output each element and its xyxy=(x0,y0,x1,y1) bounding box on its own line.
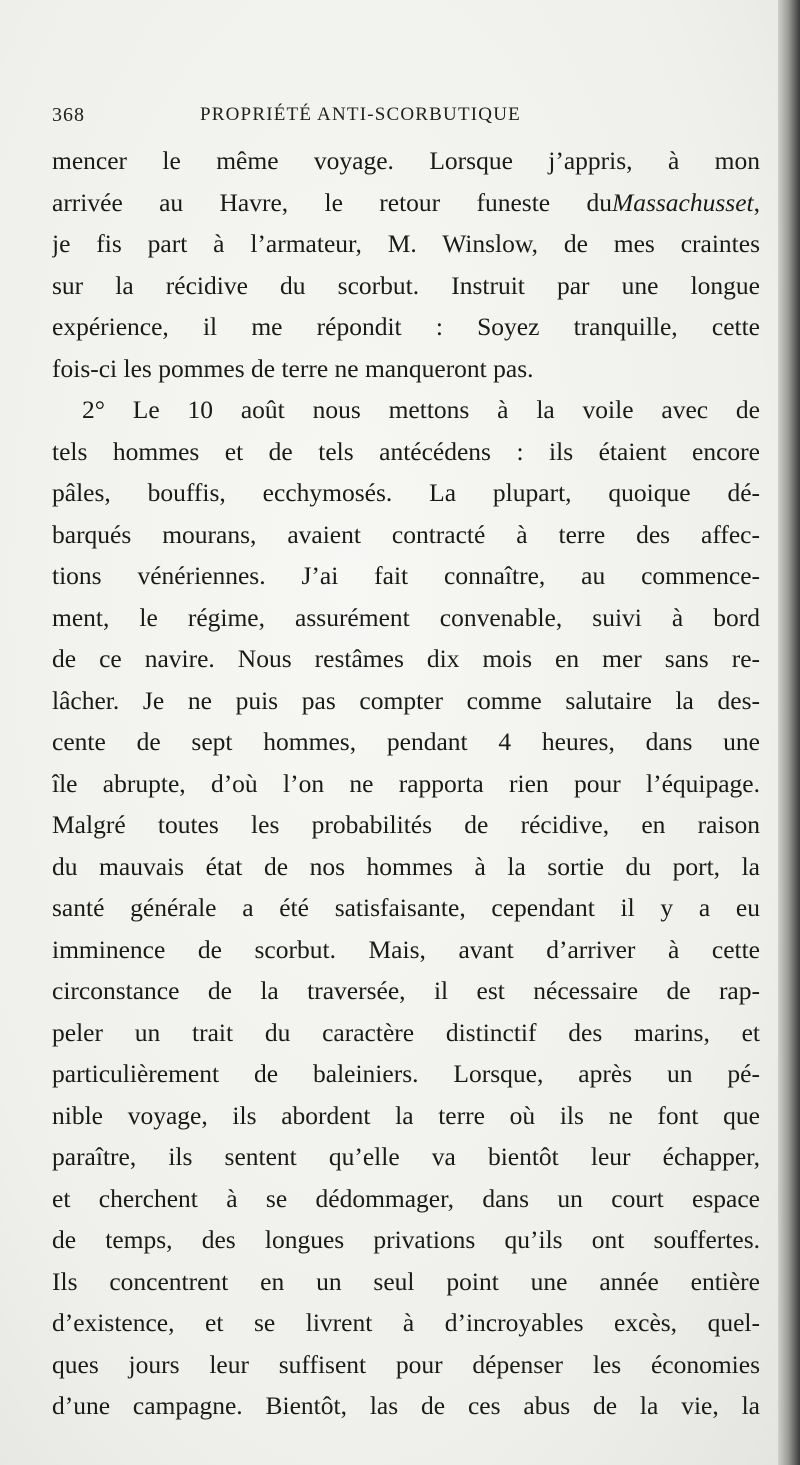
text-line: peler un trait du caractère distinctif des marins, et xyxy=(52,1017,760,1047)
text-segment: , xyxy=(753,187,760,217)
text-line: tions vénériennes. J’ai fait connaître, au commence- xyxy=(52,561,760,590)
text-line: d’une campagne. Bientôt, las de ces abus de la vie, la xyxy=(52,1391,760,1420)
text-line: ques jours leur suffisent pour dépenser les économies xyxy=(52,1349,760,1379)
page-number: 368 xyxy=(52,104,85,126)
text-line: circonstance de la traversée, il est nécessaire de rap- xyxy=(52,976,760,1005)
text-line: paraître, ils sentent qu’elle va bientôt leur échapper, xyxy=(52,1142,760,1171)
text-segment: arrivée au Havre, le retour funeste du xyxy=(52,187,612,217)
text-line: cente de sept hommes, pendant 4 heures, dans une xyxy=(52,727,760,756)
text-line: barqués mourans, avaient contracté à terre des affec- xyxy=(52,519,760,549)
page-header xyxy=(52,100,752,134)
text-line: sur la récidive du scorbut. Instruit par une longue xyxy=(52,270,760,300)
text-line: de ce navire. Nous restâmes dix mois en mer sans re- xyxy=(52,644,760,673)
text-line: ment, le régime, assurément convenable, suivi à bord xyxy=(52,602,760,632)
paragraph-start-line: 2° Le 10 août nous mettons à la voile avec de xyxy=(82,395,760,424)
text-line xyxy=(52,182,760,224)
text-line: île abrupte, d’où l’on ne rapporta rien pour l’équipage. xyxy=(52,768,760,798)
text-line: et cherchent à se dédommager, dans un court espace xyxy=(52,1183,760,1213)
text-line: pâles, bouffis, ecchymosés. La plupart, quoique dé- xyxy=(52,478,760,507)
text-line: je fis part à l’armateur, M. Winslow, de mes craintes xyxy=(52,229,760,258)
text-line: lâcher. Je ne puis pas compter comme salutaire la des- xyxy=(52,685,760,715)
text-line: nible voyage, ils abordent la terre où ils ne font que xyxy=(52,1100,760,1130)
running-title: PROPRIÉTÉ ANTI-SCORBUTIQUE xyxy=(200,104,521,125)
body-text xyxy=(52,140,760,1427)
text-line: tels hommes et de tels antécédens : ils étaient encore xyxy=(52,436,760,466)
text-line: expérience, il me répondit : Soyez tranquille, cette xyxy=(52,312,760,341)
text-line: d’existence, et se livrent à d’incroyables excès, quel- xyxy=(52,1308,760,1337)
text-line: imminence de scorbut. Mais, avant d’arriver à cette xyxy=(52,934,760,964)
text-line: particulièrement de baleiniers. Lorsque, après un pé- xyxy=(52,1059,760,1088)
text-line: fois-ci les pommes de terre ne manqueront pas. xyxy=(52,353,534,383)
text-line: de temps, des longues privations qu’ils ont souffertes. xyxy=(52,1225,760,1254)
ship-name: Massachusset xyxy=(611,187,754,217)
book-spine-shadow xyxy=(778,0,800,1465)
text-line: santé générale a été satisfaisante, cependant il y a eu xyxy=(52,893,760,922)
text-line: du mauvais état de nos hommes à la sortie du port, la xyxy=(52,851,760,881)
text-line: mencer le même voyage. Lorsque j’appris, à mon xyxy=(52,146,760,175)
text-line: Malgré toutes les probabilités de récidive, en raison xyxy=(52,810,760,839)
text-line: Ils concentrent en un seul point une année entière xyxy=(52,1266,760,1296)
